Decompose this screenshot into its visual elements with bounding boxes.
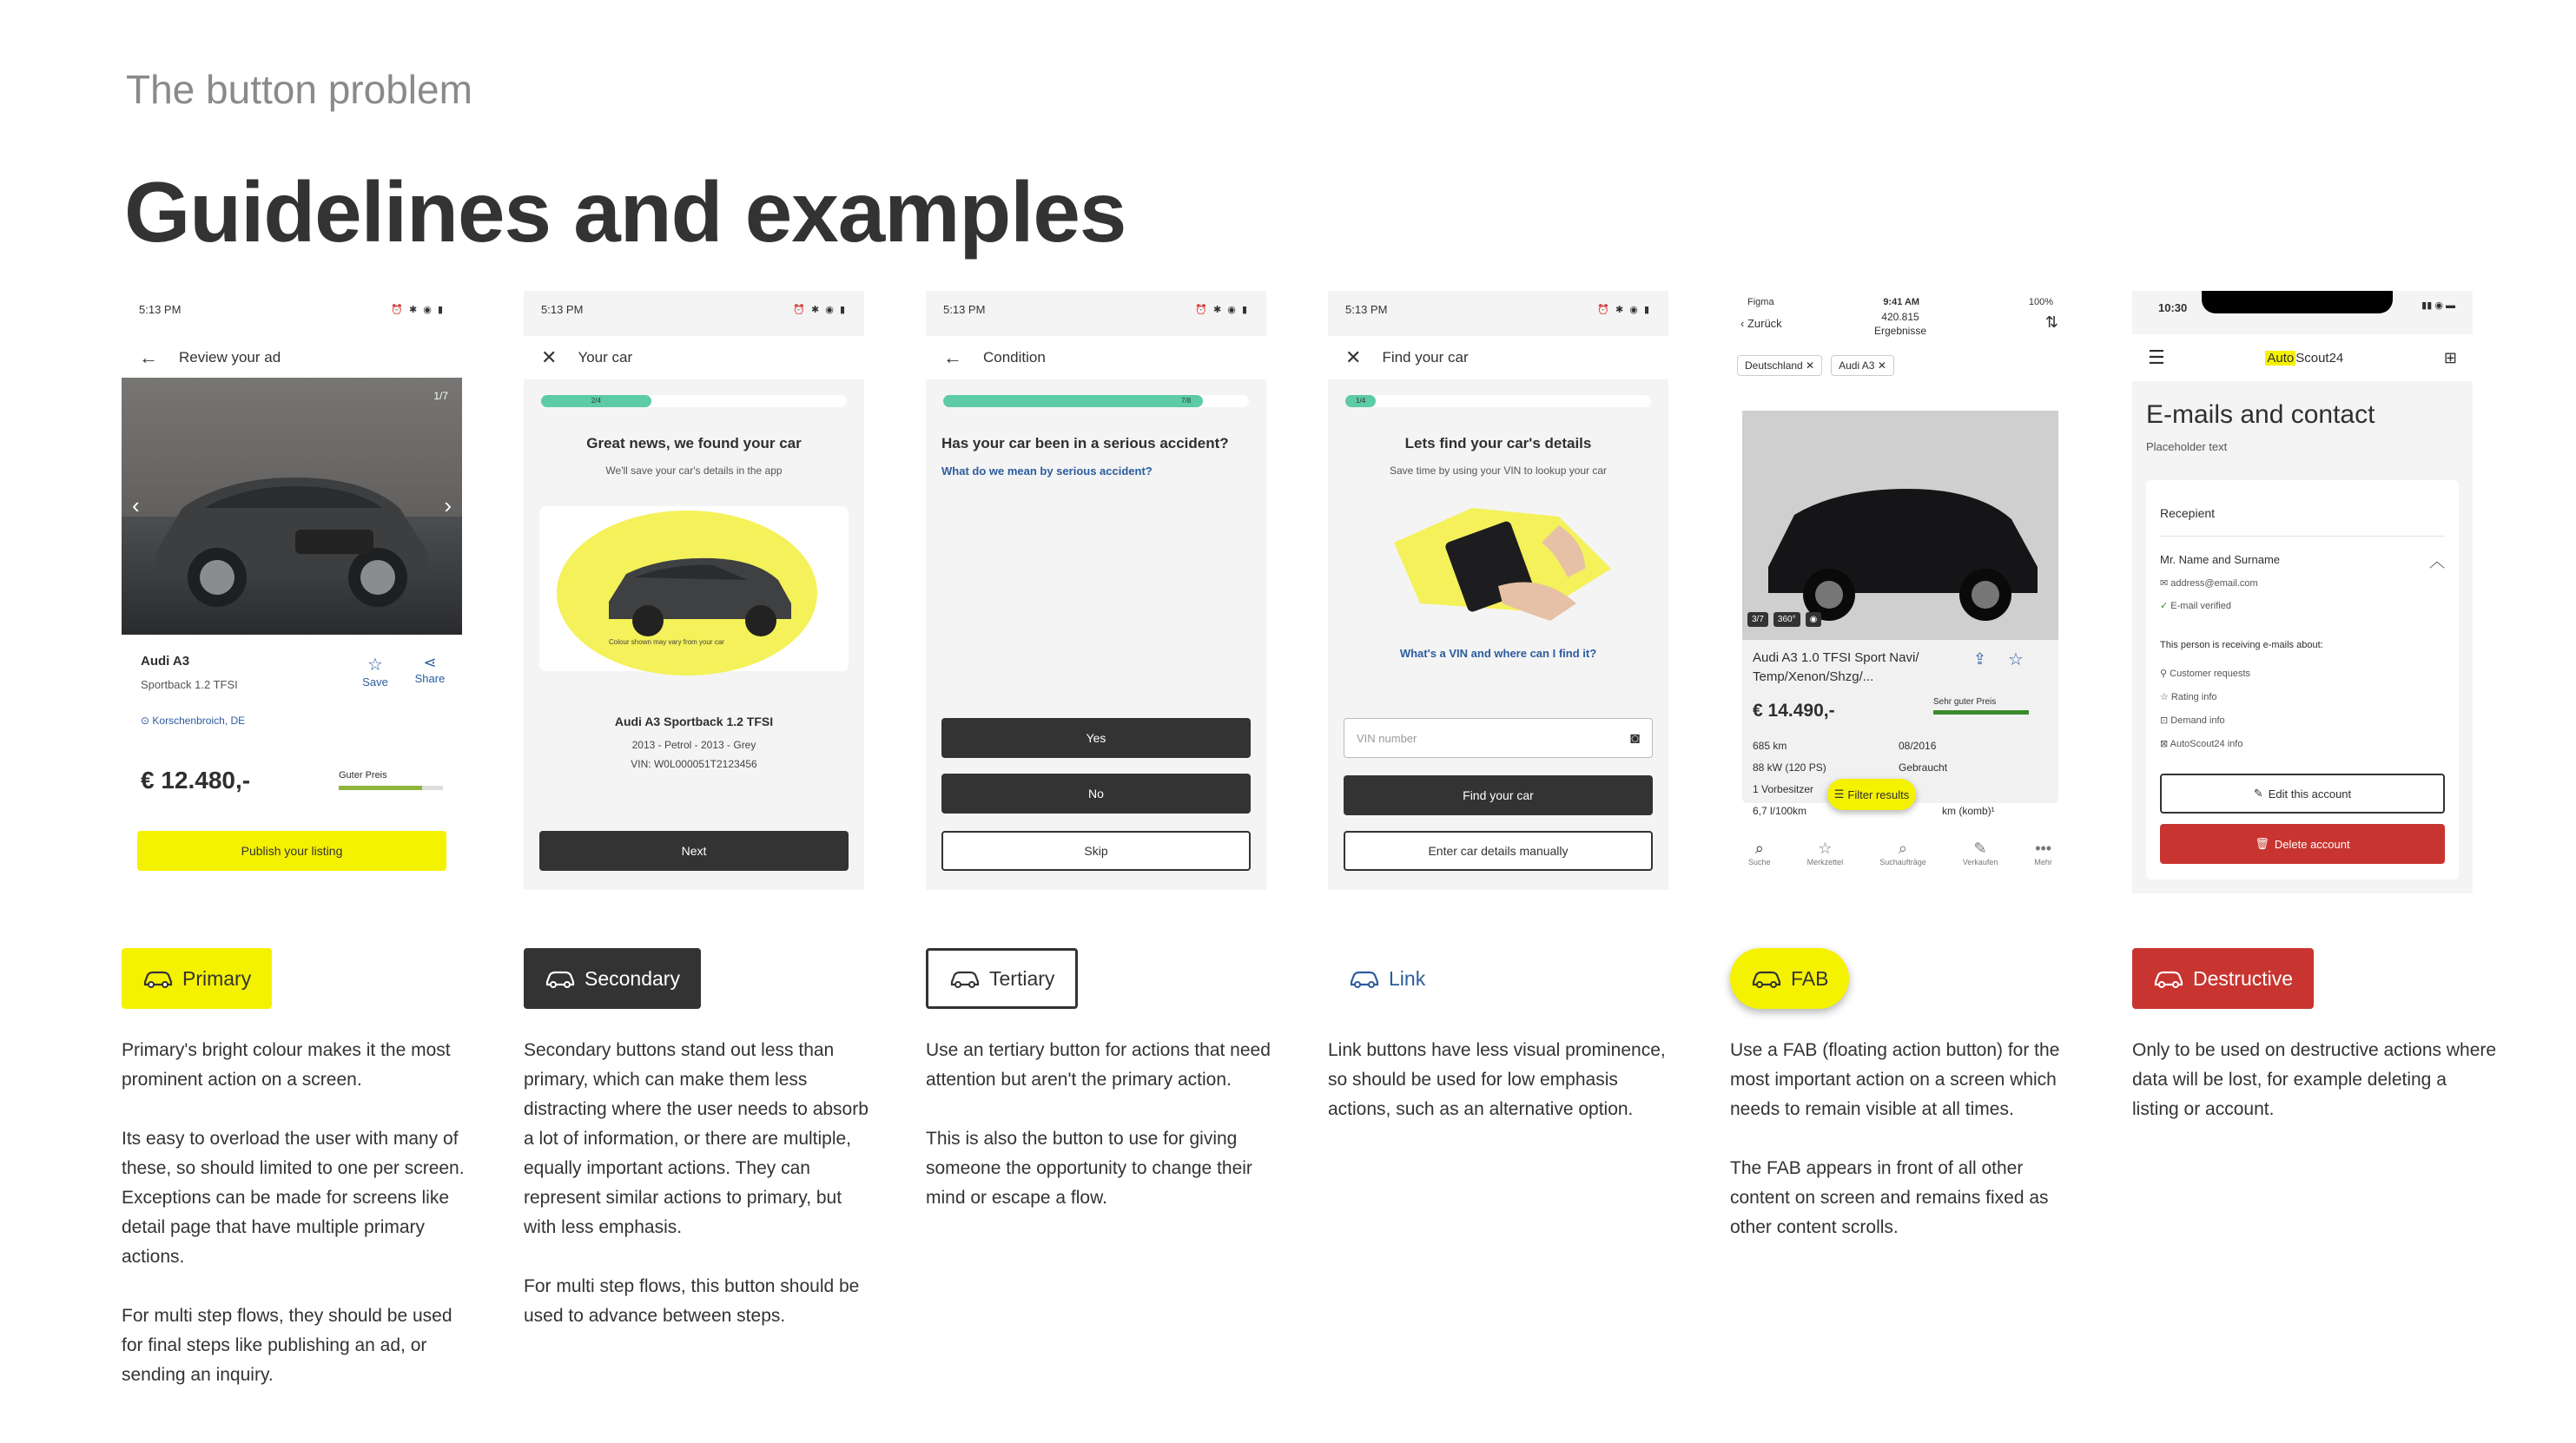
secondary-label-button: Secondary bbox=[524, 948, 701, 1009]
vin-input[interactable] bbox=[1344, 718, 1653, 758]
recipient-name: Mr. Name and Surname bbox=[2160, 553, 2281, 566]
app-bar bbox=[2132, 334, 2473, 381]
vin-help-link[interactable]: What's a VIN and where can I find it? bbox=[1399, 647, 1597, 660]
rating-bar bbox=[339, 786, 443, 790]
phone-in-hand-illustration bbox=[1368, 491, 1628, 629]
results-count: 420.815 Ergebnisse bbox=[1873, 311, 1927, 337]
phone-notch bbox=[2202, 291, 2393, 313]
status-icons: ⏰ ✱ ◉ ▮ bbox=[391, 304, 445, 315]
back-arrow-icon[interactable]: ← bbox=[139, 346, 158, 368]
car-image-card bbox=[539, 506, 849, 671]
info-icon: ⊠ bbox=[2160, 739, 2170, 749]
publish-listing-button[interactable]: Publish your listing bbox=[137, 831, 446, 871]
phone-tertiary-example bbox=[926, 291, 1266, 890]
autoscout-logo: Auto Scout24 bbox=[2267, 350, 2344, 366]
star-icon: ☆ bbox=[2160, 692, 2171, 702]
car-subtitle: Sportback 1.2 TFSI bbox=[141, 678, 238, 691]
chevron-up-icon[interactable]: ︿ bbox=[2429, 553, 2445, 570]
vin-input-placeholder: VIN number bbox=[1357, 731, 1417, 745]
primary-label-button: Primary bbox=[122, 948, 272, 1009]
vin-subtext: Save time by using your VIN to lookup your car bbox=[1389, 465, 1608, 477]
tertiary-label-button: Tertiary bbox=[926, 948, 1078, 1009]
close-icon[interactable]: ✕ bbox=[541, 346, 558, 368]
location-link[interactable]: ⊙ Korschenbroich, DE bbox=[141, 715, 246, 727]
star-icon: ☆ bbox=[1818, 840, 1833, 857]
chip-country[interactable]: Deutschland ✕ bbox=[1737, 355, 1822, 376]
nav-sell[interactable]: ✎ Verkaufen bbox=[1962, 840, 1998, 866]
phone-destructive-example bbox=[2132, 291, 2473, 893]
recipient-label: Recepient bbox=[2160, 506, 2216, 520]
spec-col-1: 685 km 88 kW (120 PS) 1 Vorbesitzer 6,7 l/100km bbox=[1753, 740, 1826, 817]
progress-bar: 7/8 bbox=[943, 395, 1249, 407]
car-vin: VIN: W0L000051T2123456 bbox=[631, 758, 757, 770]
car-icon bbox=[545, 968, 576, 989]
skip-button[interactable]: Skip bbox=[941, 831, 1251, 871]
car-icon bbox=[1751, 968, 1782, 989]
chip-model[interactable]: Audi A3 ✕ bbox=[1831, 355, 1894, 376]
no-button[interactable]: No bbox=[941, 774, 1251, 814]
list-item: ⚲ Customer requests bbox=[2160, 669, 2251, 679]
menu-icon[interactable]: ☰ bbox=[2148, 346, 2165, 368]
status-time: 9:41 AM bbox=[1883, 297, 1920, 307]
pencil-icon: ✎ bbox=[2253, 787, 2263, 800]
phone-link-example bbox=[1328, 291, 1668, 890]
price-rating: Guter Preis bbox=[339, 770, 443, 790]
email-verified: ✓ E-mail verified bbox=[2160, 601, 2231, 611]
list-item: ⊠ AutoScout24 info bbox=[2160, 739, 2243, 749]
search-icon: ⌕ bbox=[1754, 840, 1764, 857]
camera-icon[interactable]: ◙ bbox=[1630, 728, 1640, 747]
car-icon bbox=[142, 968, 174, 989]
status-icons: ▮▮ ◉ ▬ bbox=[2421, 300, 2455, 311]
accident-question: Has your car been in a serious accident? bbox=[941, 435, 1229, 451]
phone-fab-example bbox=[1730, 291, 2071, 890]
header-title: Review your ad bbox=[179, 349, 281, 366]
car-icon bbox=[949, 968, 981, 989]
share-icon: ⋖ bbox=[423, 654, 437, 671]
destructive-label-button: Destructive bbox=[2132, 948, 2314, 1009]
receiving-label: This person is receiving e-mails about: bbox=[2160, 640, 2323, 650]
listing-card[interactable] bbox=[1742, 411, 2058, 817]
screen-title: E-mails and contact bbox=[2146, 400, 2375, 429]
next-photo-icon[interactable]: › bbox=[444, 492, 452, 518]
status-icons: ⏰ ✱ ◉ ▮ bbox=[1597, 304, 1651, 315]
status-carrier: Figma bbox=[1747, 297, 1774, 307]
next-button[interactable]: Next bbox=[539, 831, 849, 871]
fab-description: Use a FAB (floating action button) for the most important action on a screen which needs to remain visible at all times. The FAB appears in front of all other content on screen and remains fixed as other content scrolls. bbox=[1730, 1040, 2060, 1237]
fab-label-button: FAB bbox=[1730, 948, 1849, 1009]
grid-icon[interactable]: ⊞ bbox=[2443, 348, 2457, 366]
nav-more[interactable]: ••• Mehr bbox=[2034, 840, 2052, 866]
customer-icon: ⚲ bbox=[2160, 669, 2170, 679]
progress-bar: 1/4 bbox=[1345, 395, 1651, 407]
colour-caption: Colour shown may vary from your car bbox=[609, 638, 724, 646]
play-icon: ◉ bbox=[1806, 612, 1822, 627]
listing-price: € 14.490,- bbox=[1753, 701, 1835, 721]
car-icon bbox=[1349, 968, 1380, 989]
listing-title: Audi A3 1.0 TFSI Sport Navi/ Temp/Xenon/Shzg/... bbox=[1753, 650, 1919, 684]
destructive-description: Only to be used on destructive actions where data will be lost, for example deleting a listing or account. bbox=[2132, 1040, 2497, 1119]
car-illustration bbox=[1742, 411, 2058, 640]
sort-icon[interactable]: ⇅ bbox=[2044, 313, 2058, 331]
mail-icon: ✉ bbox=[2160, 578, 2171, 589]
header-title: Your car bbox=[578, 349, 633, 366]
link-label-button: Link bbox=[1328, 948, 1446, 1009]
filter-icon: ☰ bbox=[1833, 787, 1845, 801]
page-title: Guidelines and examples bbox=[124, 164, 1126, 260]
recipient-email: ✉ address@email.com bbox=[2160, 578, 2258, 589]
close-icon[interactable]: ✕ bbox=[1345, 346, 1362, 368]
trash-icon: 🗑 bbox=[2255, 837, 2269, 850]
prev-photo-icon[interactable]: ‹ bbox=[132, 492, 140, 518]
filter-results-fab[interactable]: ☰ Filter results bbox=[1827, 779, 1916, 810]
header-title: Find your car bbox=[1382, 349, 1469, 366]
yes-button[interactable]: Yes bbox=[941, 718, 1251, 758]
car-illustration bbox=[539, 506, 849, 671]
subscription-list bbox=[2160, 662, 2250, 756]
status-time: 5:13 PM bbox=[541, 302, 584, 316]
primary-description: Primary's bright colour makes it the most prominent action on a screen. Its easy to overload the user with many of these, so should limited to one per screen. Exceptions can be made for screens like detail page that have multiple primary actions. For multi step flows, they should be used for final steps like publishing an ad, or sending an inquiry. bbox=[122, 1040, 465, 1385]
contact-card bbox=[2146, 480, 2459, 880]
status-time: 5:13 PM bbox=[943, 302, 986, 316]
tertiary-description: Use an tertiary button for actions that need attention but aren't the primary action. This is also the button to use for giving someone the opportunity to change their mind or escape a flow. bbox=[926, 1040, 1271, 1208]
car-title: Audi A3 bbox=[141, 654, 190, 669]
status-time: 5:13 PM bbox=[1345, 302, 1388, 316]
demand-icon: ⊡ bbox=[2160, 715, 2171, 726]
delete-account-button[interactable]: 🗑 Delete account bbox=[2160, 824, 2445, 864]
price: € 12.480,- bbox=[141, 767, 251, 794]
phone-primary-example bbox=[122, 291, 462, 890]
list-item: ☆ Rating info bbox=[2160, 692, 2217, 702]
car-photo[interactable] bbox=[122, 378, 462, 635]
share-button[interactable]: ⋖ Share bbox=[408, 654, 452, 685]
chevron-left-icon: ‹ bbox=[1740, 317, 1747, 330]
saved-search-icon: ⌕ bbox=[1898, 840, 1908, 857]
link-description: Link buttons have less visual prominence, so should be used for low emphasis actions, such as an alternative option. bbox=[1328, 1040, 1666, 1119]
nav-searches[interactable]: ⌕ Suchaufträge bbox=[1879, 840, 1926, 866]
phone-secondary-example bbox=[524, 291, 864, 890]
car-illustration bbox=[122, 378, 462, 635]
found-heading: Great news, we found your car bbox=[586, 435, 802, 451]
find-your-car-button[interactable]: Find your car bbox=[1344, 775, 1653, 815]
page-kicker: The button problem bbox=[126, 67, 472, 112]
screen-subtitle: Placeholder text bbox=[2146, 440, 2228, 453]
status-time: 5:13 PM bbox=[139, 302, 182, 316]
star-icon[interactable]: ☆ bbox=[2008, 650, 2024, 669]
found-subtext: We'll save your car's details in the app bbox=[605, 465, 783, 477]
pin-icon: ⊙ bbox=[141, 715, 153, 727]
nav-saved[interactable]: ☆ Merkzettel bbox=[1807, 840, 1844, 866]
bottom-nav bbox=[1730, 840, 2071, 883]
filter-chips bbox=[1737, 355, 1894, 376]
edit-account-button[interactable]: ✎ Edit this account bbox=[2160, 774, 2445, 814]
spec-col-2: 08/2016 Gebraucht km (komb)¹ bbox=[1899, 740, 1995, 817]
status-icons: ⏰ ✱ ◉ ▮ bbox=[793, 304, 847, 315]
back-arrow-icon[interactable]: ← bbox=[943, 346, 962, 368]
car-icon bbox=[2153, 968, 2184, 989]
check-icon: ✓ bbox=[2160, 601, 2171, 611]
save-button[interactable]: ☆ Save bbox=[358, 654, 393, 689]
listing-rating: Sehr guter Preis bbox=[1933, 697, 2029, 715]
car-model: Audi A3 Sportback 1.2 TFSI bbox=[614, 715, 774, 728]
more-icon: ••• bbox=[2035, 840, 2052, 857]
header-title: Condition bbox=[983, 349, 1046, 366]
status-time: 10:30 bbox=[2158, 301, 2188, 314]
share-icon[interactable]: ⇪ bbox=[1973, 650, 1987, 668]
status-battery: 100% bbox=[2028, 297, 2053, 307]
photo-badges: 3/7 360° ◉ bbox=[1747, 612, 1821, 627]
status-icons: ⏰ ✱ ◉ ▮ bbox=[1195, 304, 1249, 315]
nav-search[interactable]: ⌕ Suche bbox=[1748, 840, 1771, 866]
car-details: 2013 - Petrol - 2013 - Grey bbox=[631, 739, 756, 751]
progress-bar: 2/4 bbox=[541, 395, 847, 407]
photo-count: 1/7 bbox=[433, 390, 448, 402]
secondary-description: Secondary buttons stand out less than primary, which can make them less distracting where the user needs to absorb a lot of information, or there are multiple, equally important actions. They can represent similar actions to primary, but with less emphasis. For multi step flows, this button should be used to advance between steps. bbox=[524, 1040, 869, 1326]
list-item: ⊡ Demand info bbox=[2160, 715, 2225, 726]
edit-icon: ✎ bbox=[1973, 840, 1987, 857]
star-icon: ☆ bbox=[367, 656, 383, 675]
back-link[interactable]: ‹ Zurück bbox=[1740, 317, 1782, 330]
accident-info-link[interactable]: What do we mean by serious accident? bbox=[941, 465, 1153, 478]
vin-heading: Lets find your car's details bbox=[1404, 435, 1592, 451]
enter-manually-button[interactable]: Enter car details manually bbox=[1344, 831, 1653, 871]
